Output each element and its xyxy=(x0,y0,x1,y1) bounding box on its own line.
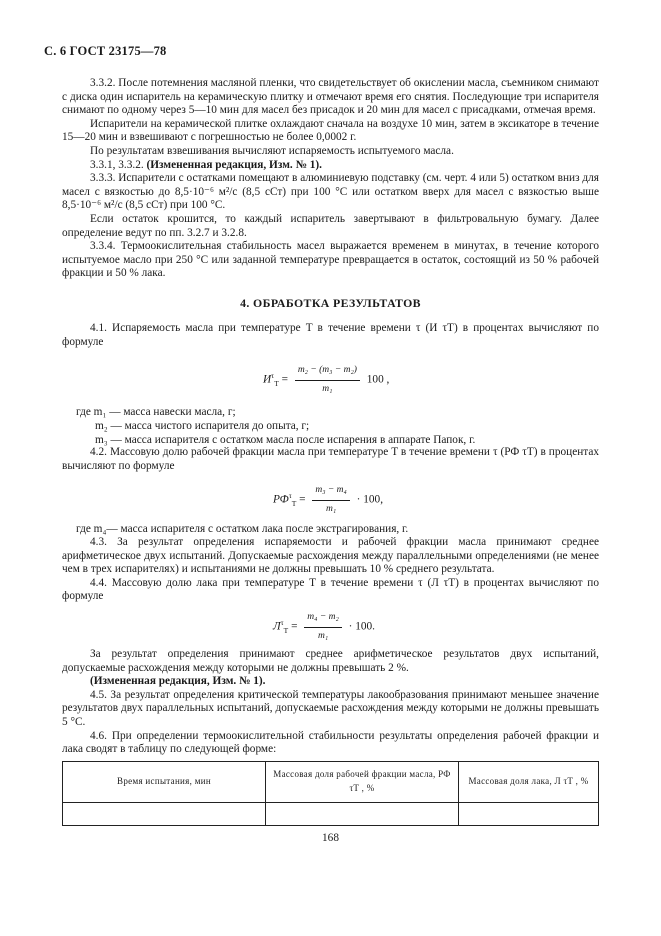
where-item: m₂ — масса чистого испарителя до опыта, г; xyxy=(95,420,310,432)
where-item: где m₁ — масса навески масла, г; xyxy=(76,406,236,418)
paragraph-crumble: Если остаток крошится, то каждый испаритель завертывают в фильтровальную бумагу. Далее определение ведут по пп. 3.2.7 и 3.2.8. xyxy=(62,212,599,239)
where-list-2 xyxy=(76,522,408,536)
formula-denominator: m₁ xyxy=(322,383,333,394)
formula-numerator: m₃ − m₄ xyxy=(312,484,350,501)
table-cell xyxy=(266,803,459,826)
amendment-label: (Измененная редакция, Изм. № 1). xyxy=(146,158,322,171)
amendment-note-1 xyxy=(62,159,599,173)
paragraph-4-2-wrap xyxy=(62,446,599,473)
formula-lhs: И xyxy=(263,373,272,386)
formula-denominator: m₁ xyxy=(317,630,329,641)
where-list-1 xyxy=(76,405,475,447)
paragraph-cooling: Испарители на керамической плитке охлаждают сначала на воздухе 10 мин, затем в эксикаторе в течение 15—20 мин и взвешивают с погрешностью не более 0,0002 г. xyxy=(62,117,599,144)
formula-numerator: m₂ − (m₃ − m₂) xyxy=(295,364,360,381)
paragraph-4-6: 4.6. При определении термоокислительной стабильности результаты определения рабочей фракции и лака сводят в таблицу по следующей форме: xyxy=(62,729,599,756)
section-title: 4. ОБРАБОТКА РЕЗУЛЬТАТОВ xyxy=(240,296,421,310)
paragraph-4-3: 4.3. За результат определения испаряемости и рабочей фракции масла принимают среднее арифметическое двух испытаний. Допускаемые расхождения между параллельными определениями (не менее чем в трех испарителях) и испытаниями не должны превышать 10 % среднего результата. xyxy=(62,536,599,576)
table-header-lacquer: Массовая доля лака, Л τT , % xyxy=(459,762,599,803)
paragraph-3-3-2: 3.3.2. После потемнения масляной пленки, что свидетельствует об окислении масла, съемником снимают с диска один испаритель на керамическую плитку и отмечают время его снятия. Последующие три испарителя снимают по одному через 5—10 мин для масел без присадок и 20 мин для масел с присадками, отмечая время. xyxy=(62,77,599,117)
formula-lhs: РФ xyxy=(273,493,289,506)
table-header-working-fraction: Массовая доля рабочей фракции масла, РФ τT , % xyxy=(266,762,459,803)
formula-evaporation: $И^\tau_T$ = $\frac{\text{m₂ − (m₃ − m₂)}}{\text{m₁}}$ 100 , xyxy=(263,364,389,396)
paragraph-3-3-3: 3.3.3. Испарители с остатками помещают в алюминиевую подставку (см. черт. 4 или 5) остатком вниз для масел с вязкостью до 8,5·10⁻⁶ м²/с (8,5 сСт) при 100 °С или остатком вверх для масел с вязкостью выше 8,5·10⁻⁶ м²/с (8,5 сСт) при 100 °С. xyxy=(62,172,599,212)
amendment-refs: 3.3.1, 3.3.2. xyxy=(90,158,144,171)
amendment-note-2: (Измененная редакция, Изм. № 1). xyxy=(90,675,266,688)
section-3-continuation xyxy=(62,77,599,281)
page-number: 168 xyxy=(322,832,339,844)
formula-lacquer: $Л^\tau_T$ = $\frac{\text{m₄ − m₂}}{\text{m₁}}$ · 100. xyxy=(273,611,375,643)
formula-lhs: Л xyxy=(273,620,281,633)
page-header: С. 6 ГОСТ 23175—78 xyxy=(44,44,167,58)
paragraph-4-1-wrap xyxy=(62,322,599,349)
paragraph-4-5: 4.5. За результат определения критической температуры лакообразования принимают меньшее значение результатов двух параллельных испытаний, допускаемые расхождения между которыми не должны превышать 5 °С. xyxy=(62,688,599,728)
formula-tail: · 100, xyxy=(356,493,384,506)
formula-fraction xyxy=(304,611,342,643)
where-item: m₃ — масса испарителя с остатком масла после испарения в аппарате Папок, г. xyxy=(95,434,476,446)
formula-working-fraction: $РФ^\tau_T$ = $\frac{\text{m₃ − m₄}}{\text{m₁}}$ · 100, xyxy=(273,484,383,516)
formula-fraction xyxy=(312,484,350,516)
paragraph-4-4: 4.4. Массовую долю лака при температуре T в течение времени τ (Л τT) в процентах вычисляют по формуле xyxy=(62,576,599,603)
section-4-end xyxy=(62,648,599,757)
formula-numerator: m₄ − m₂ xyxy=(304,611,342,628)
paragraph-3-3-4: 3.3.4. Термоокислительная стабильность масел выражается временем в минутах, в течение которого испытуемое масло при 250 °С или заданной температуре превращается в остаток, состоящий из 50 % рабочей фракции и 50 % лака. xyxy=(62,240,599,280)
table-header-time: Время испытания, мин xyxy=(63,762,266,803)
paragraph-4-2: 4.2. Массовую долю рабочей фракции масла при температуре T в течение времени τ (РФ τT) в процентах вычисляют по формуле xyxy=(62,446,599,472)
results-table xyxy=(62,761,599,826)
section-title-wrap xyxy=(62,297,599,311)
paragraph-4-4-result: За результат определения принимают среднее арифметическое результатов двух испытаний, допускаемые расхождения между которыми не должны превышать 2 %. xyxy=(62,648,599,674)
paragraph-weighing: По результатам взвешивания вычисляют испаряемость испытуемого масла. xyxy=(90,144,454,157)
where-item: где m₄— масса испарителя с остатком лака после экстрагирования, г. xyxy=(76,523,409,535)
formula-fraction xyxy=(295,364,360,396)
paragraph-4-1: 4.1. Испаряемость масла при температуре T в течение времени τ (И τT) в процентах вычисляют по формуле xyxy=(62,322,599,348)
formula-denominator: m₁ xyxy=(325,503,337,514)
table-cell xyxy=(63,803,266,826)
paragraphs-4-3-4-4 xyxy=(62,536,599,604)
table-cell xyxy=(459,803,599,826)
formula-tail: · 100. xyxy=(348,620,375,633)
formula-tail: 100 , xyxy=(366,373,390,386)
